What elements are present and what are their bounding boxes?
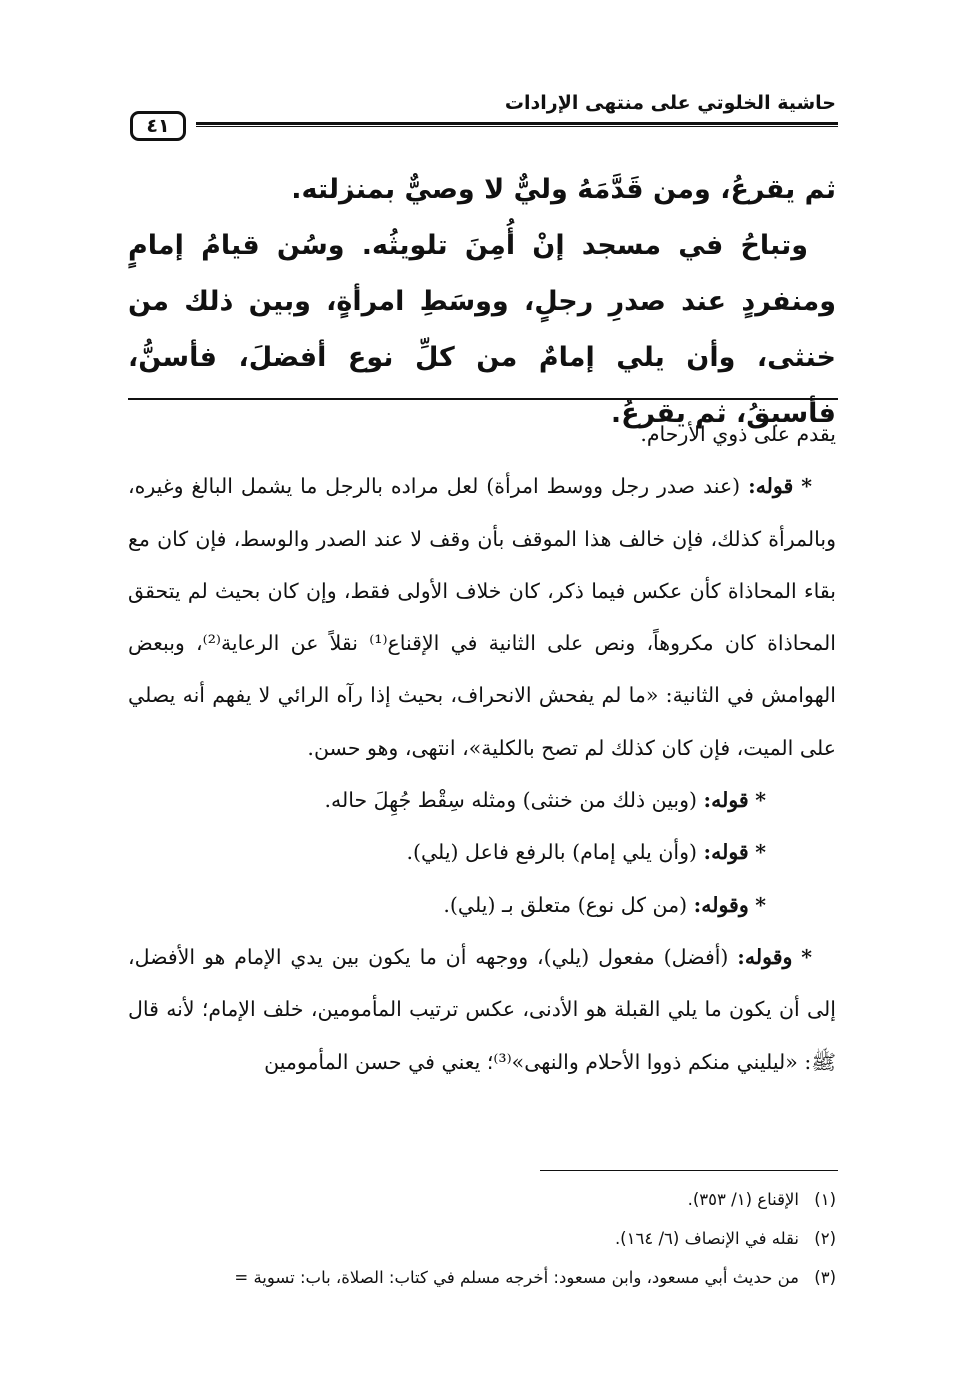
bullet-star-icon: * (755, 892, 766, 917)
footnote (128, 1180, 836, 1219)
main-text-paragraph: وتباحُ في مسجد إنْ أُمِنَ تلويثُه. وسُن قيامُ إمامٍ ومنفردٍ عند صدرِ رجلٍ، ووسَطِ امرأةٍ، وبين ذلك من خنثى، وأن يلي إمامٌ من كلِّ نوع أفضلَ، فأسنُّ، فأسبقُ، ثم يقرعُ. (128, 230, 836, 429)
footnote-text: نقله في الإنصاف (٦/ ١٦٤). (614, 1229, 799, 1248)
bullet-star-icon: * (755, 840, 766, 865)
commentary-paragraph: يقدم على ذوي الأرحام. (640, 422, 836, 446)
footnote-number: (١) (814, 1190, 836, 1209)
commentary-paragraph (128, 460, 836, 774)
commentary-text: (وأن يلي إمام) بالرفع فاعل (يلي). (406, 840, 697, 865)
footnote-number: (٢) (814, 1229, 836, 1248)
commentary-paragraph (128, 826, 836, 878)
commentary-lead: قوله: (748, 474, 794, 499)
commentary-text: (وبين ذلك من خنثى) ومثله سِقْط جُهِلَ حاله. (324, 788, 697, 813)
footnote (128, 1258, 836, 1297)
main-text-separator (128, 398, 838, 400)
header-rule (196, 122, 838, 127)
commentary-lead: قوله: (703, 840, 749, 865)
commentary-lead: قوله: (703, 788, 749, 813)
footnote-text: من حديث أبي مسعود، وابن مسعود: أخرجه مسلم في كتاب: الصلاة، باب: تسوية = (234, 1268, 799, 1287)
commentary-text: (من كل نوع) متعلق بـ (يلي). (443, 892, 688, 917)
main-text-line: ثم يقرعُ، ومن قَدَّمَهُ وليٌّ لا وصيٌّ بمنزلته. (291, 174, 836, 205)
footnote-number: (٣) (814, 1268, 836, 1287)
commentary-paragraph (128, 931, 836, 1088)
bullet-star-icon: * (755, 788, 766, 813)
footnote-separator (540, 1170, 838, 1171)
bullet-star-icon: * (801, 944, 812, 969)
main-text (128, 162, 836, 442)
footnote (128, 1219, 836, 1258)
commentary-paragraph (128, 774, 836, 826)
commentary (128, 408, 836, 1088)
bullet-star-icon: * (801, 474, 812, 499)
page-number-badge: ٤١ (130, 111, 186, 141)
commentary-lead: وقوله: (693, 892, 749, 917)
footnote-text: الإقناع (١/ ٣٥٣). (687, 1190, 799, 1209)
commentary-lead: وقوله: (737, 944, 793, 969)
footnotes (128, 1180, 836, 1297)
commentary-text: (عند صدر رجل ووسط امرأة) لعل مراده بالرجل ما يشمل البالغ وغيره، وبالمرأة كذلك، فإن خالف هذا الموقف بأن وقف لا عند الصدر والوسط، فإن كان مع بقاء المحاذاة كأن عكس فيما ذكر، كان خلاف الأولى فقط، وإن كان بحيث لم يتحقق المحاذاة كان مكروهاً، ونص على الثانية في الإقناع⁽¹⁾ نقلاً عن الرعاية⁽²⁾، وببعض الهوامش في الثانية: «ما لم يفحش الانحراف، بحيث إذا رآه الرائي لا يفهم أنه يصلي على الميت، فإن كان كذلك لم تصح بالكلية»، انتهى، وهو حسن. (128, 474, 836, 760)
running-header-title: حاشية الخلوتي على منتهى الإرادات (504, 92, 836, 114)
commentary-paragraph (128, 879, 836, 931)
commentary-text: (أفضل) مفعول (يلي)، ووجهه أن ما يكون بين يدي الإمام هو الأفضل، إلى أن يكون ما يلي القبلة هو الأدنى، عكس ترتيب المأمومين، خلف الإمام؛ لأنه قال ﷺ: «ليليني منكم ذووا الأحلام والنهى»⁽³⁾؛ يعني في حسن المأمومين (128, 944, 836, 1074)
